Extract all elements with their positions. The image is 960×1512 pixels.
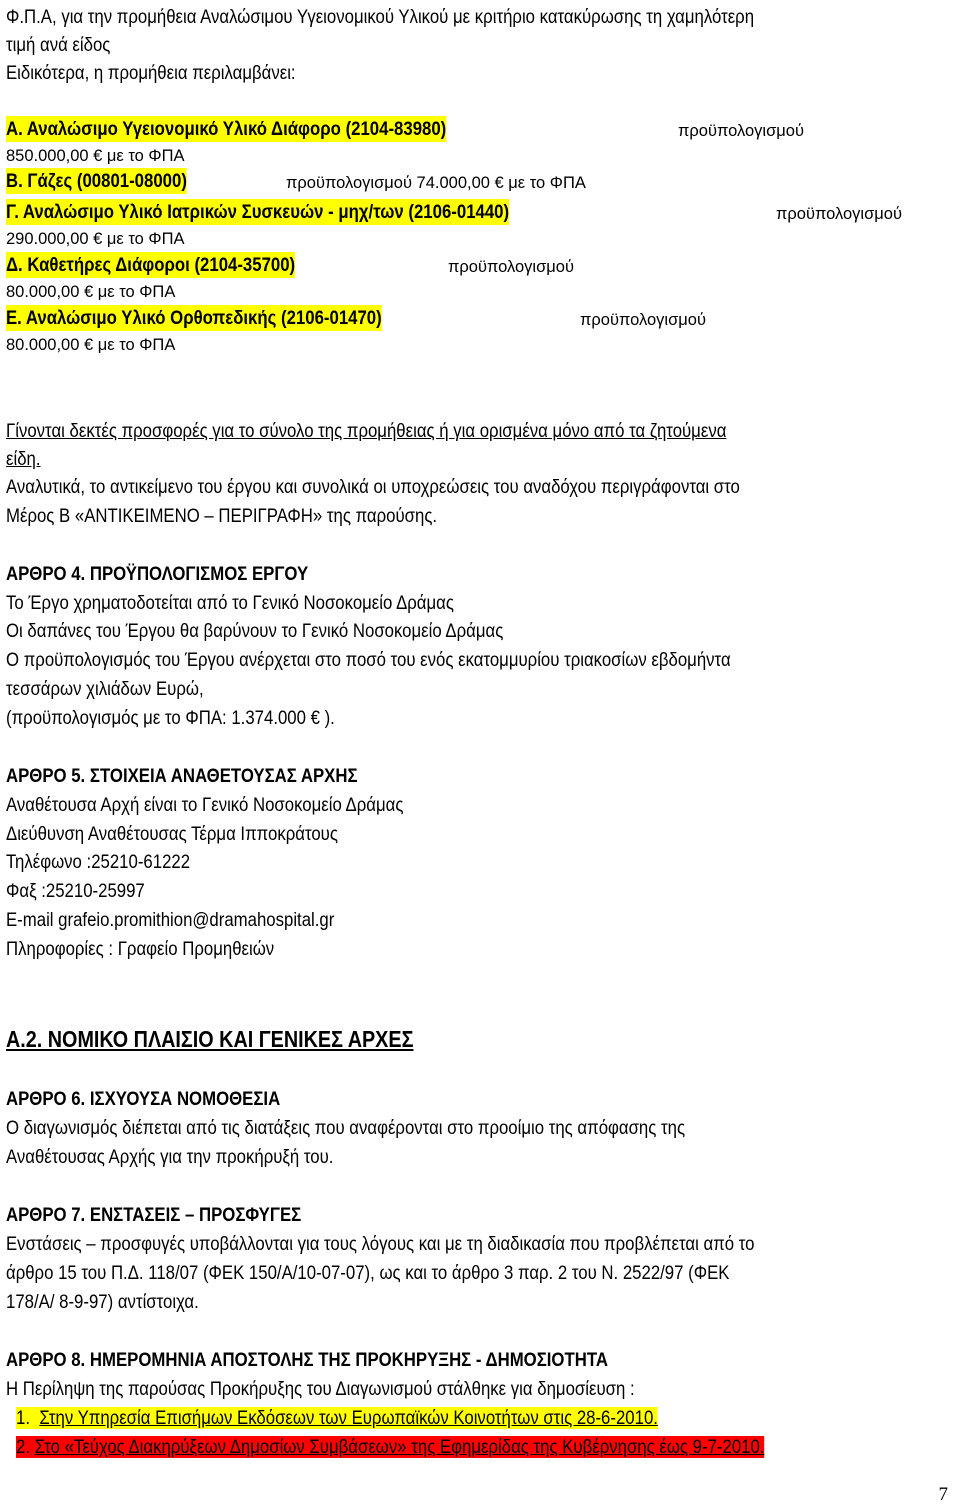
article-4-line-2: Οι δαπάνες του Έργου θα βαρύνουν το Γενικό Νοσοκομείο Δράμας bbox=[6, 620, 504, 642]
article-6-heading bbox=[6, 1086, 280, 1112]
publication-item-1-highlight bbox=[16, 1407, 658, 1429]
article-7-line-2: άρθρο 15 του Π.Δ. 118/07 (ΦΕΚ 150/Α/10-07-07), ως και το άρθρο 3 παρ. 2 του Ν. 2522/97 (ΦΕΚ bbox=[6, 1262, 730, 1284]
article-5-fax: Φαξ :25210-25997 bbox=[6, 880, 145, 902]
article-7-title: ΕΝΣΤΑΣΕΙΣ – ΠΡΟΣΦΥΓΕΣ bbox=[89, 1204, 302, 1226]
offers-line-1: Γίνονται δεκτές προσφορές για το σύνολο της προμήθειας ή για ορισμένα μόνο από τα ζητούμενα bbox=[6, 420, 727, 442]
article-5-heading bbox=[6, 763, 358, 789]
item-a-title: Α. Αναλώσιμο Υγειονομικό Υλικό Διάφορο (2104-83980) bbox=[6, 118, 447, 140]
intro-line-3: Ειδικότερα, η προμήθεια περιλαμβάνει: bbox=[6, 62, 296, 84]
offers-line-3: Αναλυτικά, το αντικείμενο του έργου και συνολικά οι υποχρεώσεις του αναδόχου περιγράφονται στο bbox=[6, 476, 740, 498]
item-d-amount: 80.000,00 € με το ΦΠΑ bbox=[6, 283, 176, 301]
article-6-line-1: Ο διαγωνισμός διέπεται από τις διατάξεις που αναφέρονται στο προοίμιο της απόφασης της bbox=[6, 1117, 686, 1139]
article-4-line-3: Ο προϋπολογισμός του Έργου ανέρχεται στο ποσό του ενός εκατομμυρίου τριακοσίων εβδομήντα bbox=[6, 649, 731, 671]
item-c-amount: 290.000,00 € με το ΦΠΑ bbox=[6, 230, 185, 248]
article-8-title: ΗΜΕΡΟΜΗΝΙΑ ΑΠΟΣΤΟΛΗΣ ΤΗΣ ΠΡΟΚΗΡΥΞΗΣ - ΔΗΜΟΣΙΟΤΗΤΑ bbox=[89, 1349, 608, 1371]
publication-item-2-number: 2. bbox=[16, 1436, 30, 1458]
article-5-info: Πληροφορίες : Γραφείο Προμηθειών bbox=[6, 938, 275, 960]
article-5-label: ΑΡΘΡΟ 5. bbox=[6, 765, 86, 787]
article-7-line-3: 178/Α/ 8-9-97) αντίστοιχα. bbox=[6, 1291, 199, 1313]
article-6-label: ΑΡΘΡΟ 6. bbox=[6, 1088, 86, 1110]
section-a2-title: Α.2. ΝΟΜΙΚΟ ΠΛΑΙΣΙΟ ΚΑΙ ΓΕΝΙΚΕΣ ΑΡΧΕΣ bbox=[6, 1026, 414, 1052]
item-a-budget-word: προϋπολογισμού bbox=[678, 122, 804, 140]
offers-line-2: είδη. bbox=[6, 448, 41, 470]
document-page bbox=[6, 0, 954, 1512]
item-e-amount: 80.000,00 € με το ΦΠΑ bbox=[6, 336, 176, 354]
article-5-line-1: Αναθέτουσα Αρχή είναι το Γενικό Νοσοκομείο Δράμας bbox=[6, 794, 404, 816]
article-5-line-2: Διεύθυνση Αναθέτουσας Τέρμα Ιπποκράτους bbox=[6, 823, 338, 845]
publication-item-1-text: Στην Υπηρεσία Επισήμων Εκδόσεων των Ευρωπαϊκών Κοινοτήτων στις 28-6-2010. bbox=[39, 1407, 658, 1429]
article-4-line-1: Το Έργο χρηματοδοτείται από το Γενικό Νοσοκομείο Δράμας bbox=[6, 592, 454, 614]
item-e-title: Ε. Αναλώσιμο Υλικό Ορθοπεδικής (2106-01470) bbox=[6, 307, 382, 329]
item-c-budget-word: προϋπολογισμού bbox=[776, 205, 902, 223]
article-8-heading bbox=[6, 1347, 608, 1373]
article-8-line-1: Η Περίληψη της παρούσας Προκήρυξης του Διαγωνισμού στάλθηκε για δημοσίευση : bbox=[6, 1378, 635, 1400]
offers-line-4: Μέρος Β «ΑΝΤΙΚΕΙΜΕΝΟ – ΠΕΡΙΓΡΑΦΗ» της παρούσης. bbox=[6, 505, 438, 527]
item-a-amount: 850.000,00 € με το ΦΠΑ bbox=[6, 147, 185, 165]
article-7-label: ΑΡΘΡΟ 7. bbox=[6, 1204, 86, 1226]
article-7-line-1: Ενστάσεις – προσφυγές υποβάλλονται για τους λόγους και με τη διαδικασία που προβλέπεται από το bbox=[6, 1233, 755, 1255]
publication-item-2-text: Στο «Τεύχος Διακηρύξεων Δημοσίων Συμβάσεων» της Εφημερίδας της Κυβέρνησης έως 9-7-2010. bbox=[34, 1436, 765, 1458]
article-6-title: ΙΣΧΥΟΥΣΑ ΝΟΜΟΘΕΣΙΑ bbox=[89, 1088, 281, 1110]
article-8-label: ΑΡΘΡΟ 8. bbox=[6, 1349, 86, 1371]
item-b-title: Β. Γάζες (00801-08000) bbox=[6, 170, 187, 192]
article-4-line-5: (προϋπολογισμός με το ΦΠΑ: 1.374.000 € ). bbox=[6, 707, 335, 729]
intro-line-2: τιμή ανά είδος bbox=[6, 34, 111, 56]
article-5-title: ΣΤΟΙΧΕΙΑ ΑΝΑΘΕΤΟΥΣΑΣ ΑΡΧΗΣ bbox=[89, 765, 358, 787]
publication-item-2-highlight bbox=[16, 1436, 764, 1458]
article-4-heading bbox=[6, 561, 308, 587]
publication-item-2 bbox=[16, 1434, 764, 1460]
article-6-line-2: Αναθέτουσας Αρχής για την προκήρυξή του. bbox=[6, 1146, 334, 1168]
item-d-budget-word: προϋπολογισμού bbox=[448, 258, 574, 276]
item-e-line bbox=[6, 305, 443, 332]
intro-line-1: Φ.Π.Α, για την προμήθεια Αναλώσιμου Υγειονομικού Υλικού με κριτήριο κατακύρωσης τη χαμηλότερη bbox=[6, 6, 755, 28]
page-number: 7 bbox=[938, 1484, 948, 1505]
article-4-line-4: τεσσάρων χιλιάδων Ευρώ, bbox=[6, 678, 204, 700]
item-d-line bbox=[6, 252, 342, 279]
item-b-line bbox=[6, 168, 216, 195]
article-4-label: ΑΡΘΡΟ 4. bbox=[6, 563, 86, 585]
item-e-budget-word: προϋπολογισμού bbox=[580, 311, 706, 329]
article-5-phone: Τηλέφωνο :25210-61222 bbox=[6, 851, 191, 873]
item-d-title: Δ. Καθετήρες Διάφοροι (2104-35700) bbox=[6, 254, 296, 276]
publication-item-1 bbox=[16, 1405, 658, 1431]
article-7-heading bbox=[6, 1202, 301, 1228]
article-4-title: ΠΡΟΫΠΟΛΟΓΙΣΜΟΣ ΕΡΓΟΥ bbox=[89, 563, 309, 585]
item-c-title: Γ. Αναλώσιμο Υλικό Ιατρικών Συσκευών - μηχ/των (2106-01440) bbox=[6, 201, 510, 223]
item-a-line bbox=[6, 116, 518, 143]
article-5-email: E-mail grafeio.promithion@dramahospital.gr bbox=[6, 909, 335, 931]
item-b-rest: προϋπολογισμού 74.000,00 € με το ΦΠΑ bbox=[286, 174, 586, 192]
item-c-line bbox=[6, 199, 591, 226]
publication-item-1-number: 1. bbox=[16, 1407, 30, 1429]
